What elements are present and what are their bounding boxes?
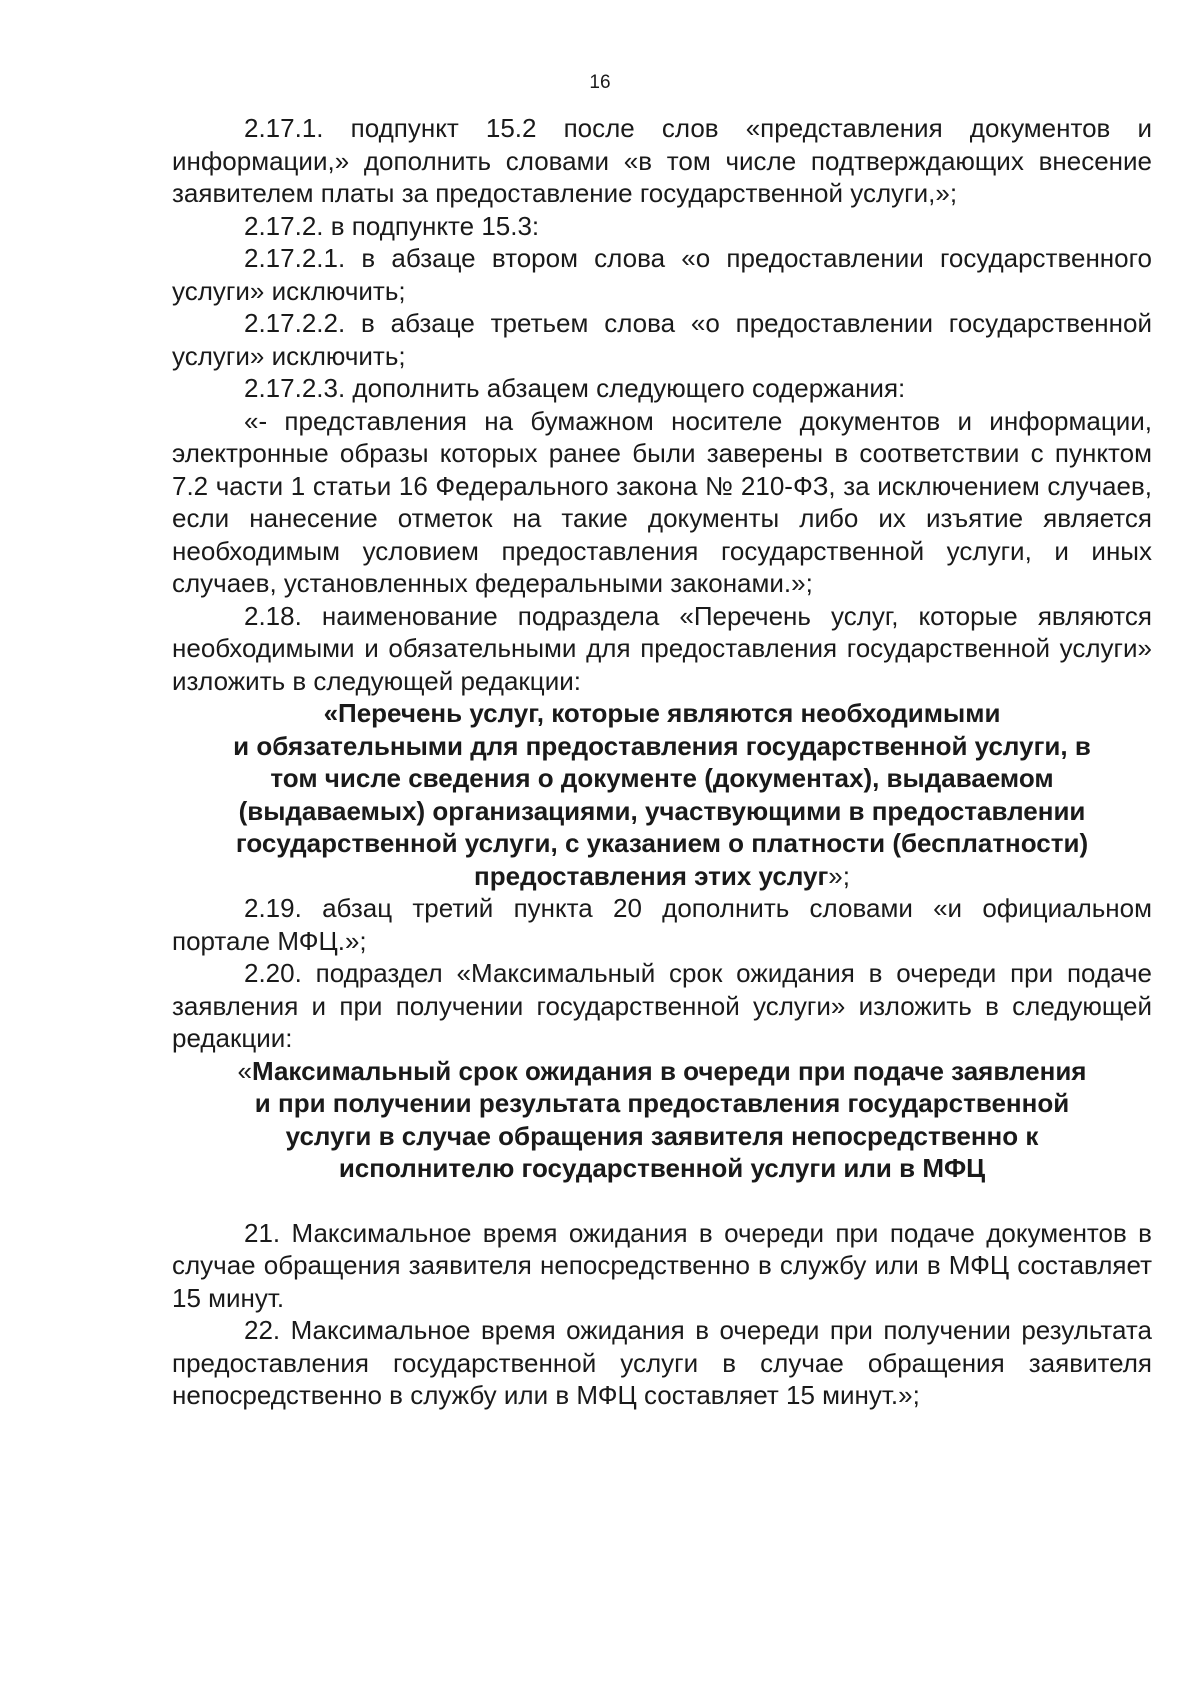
subsection-heading-waiting-time (172, 1055, 1152, 1185)
paragraph-2-17-2-2: 2.17.2.2. в абзаце третьем слова «о предоставлении государственной услуги» исключить; (172, 308, 1152, 371)
heading-line-first (172, 1055, 1152, 1088)
heading-lead: « (237, 1055, 252, 1086)
document-body (172, 112, 1152, 1412)
heading-line: государственной услуги, с указанием о платности (бесплатности) (235, 828, 1089, 858)
paragraph-2-17-2-3: 2.17.2.3. дополнить абзацем следующего содержания: (244, 373, 906, 403)
paragraph-2-17-2: 2.17.2. в подпункте 15.3: (244, 210, 540, 241)
paragraph-2-17-2-1: 2.17.2.1. в абзаце втором слова «о предоставлении государственного услуги» исключить; (172, 243, 1152, 306)
paragraph-22: 22. Максимальное время ожидания в очереди при получении результата предоставления государственной услуги в случае обращения заявителя непосредственно в службу или в МФЦ составляет 15 минут.»; (172, 1315, 1152, 1410)
paragraph-2-20: 2.20. подраздел «Максимальный срок ожидания в очереди при подаче заявления и при получении государственной услуги» изложить в следующей редакции: (172, 958, 1152, 1053)
paragraph-21: 21. Максимальное время ожидания в очереди при подаче документов в случае обращения заявителя непосредственно в службу или в МФЦ составляет 15 минут. (172, 1217, 1152, 1313)
heading-tail: »; (828, 860, 850, 891)
heading-text: предоставления этих услуг (474, 860, 829, 891)
heading-line: и обязательными для предоставления государственной услуги, в (233, 730, 1091, 761)
heading-line-last (172, 860, 1152, 893)
paragraph-2-17-1: 2.17.1. подпункт 15.2 после слов «представления документов и информации,» дополнить словами «в том числе подтверждающих внесение заявителем платы за предоставление государственной услуги,»; (172, 113, 1152, 208)
heading-line: том числе сведения о документе (документах), выдаваемом (270, 763, 1054, 793)
heading-line: (выдаваемых) организациями, участвующими в предоставлении (238, 795, 1086, 826)
quoted-paragraph: «- представления на бумажном носителе документов и информации, электронные образы которых ранее были заверены в соответствии с пунктом 7.2 части 1 статьи 16 Федерального закона № 210-ФЗ, за исключением случаев, если нанесение отметок на такие документы либо их изъятие является необходимым условием предоставления государственной услуги, и иных случаев, установленных федеральными законами.»; (172, 405, 1152, 598)
heading-line: и при получении результата предоставления государственной (254, 1088, 1070, 1118)
page-number: 16 (589, 72, 611, 93)
subsection-heading-services (172, 697, 1152, 892)
heading-line: исполнителю государственной услуги или в МФЦ (338, 1153, 986, 1183)
paragraph-2-19: 2.19. абзац третий пункта 20 дополнить словами «и официальном портале МФЦ.»; (172, 893, 1152, 956)
spacer (172, 1185, 1152, 1217)
heading-text: Максимальный срок ожидания в очереди при подаче заявления (251, 1055, 1087, 1086)
heading-line: услуги в случае обращения заявителя непосредственно к (285, 1120, 1039, 1151)
paragraph-2-18: 2.18. наименование подраздела «Перечень услуг, которые являются необходимыми и обязательными для предоставления государственной услуги» изложить в следующей редакции: (172, 600, 1152, 696)
heading-line: «Перечень услуг, которые являются необходимыми (323, 698, 1001, 728)
